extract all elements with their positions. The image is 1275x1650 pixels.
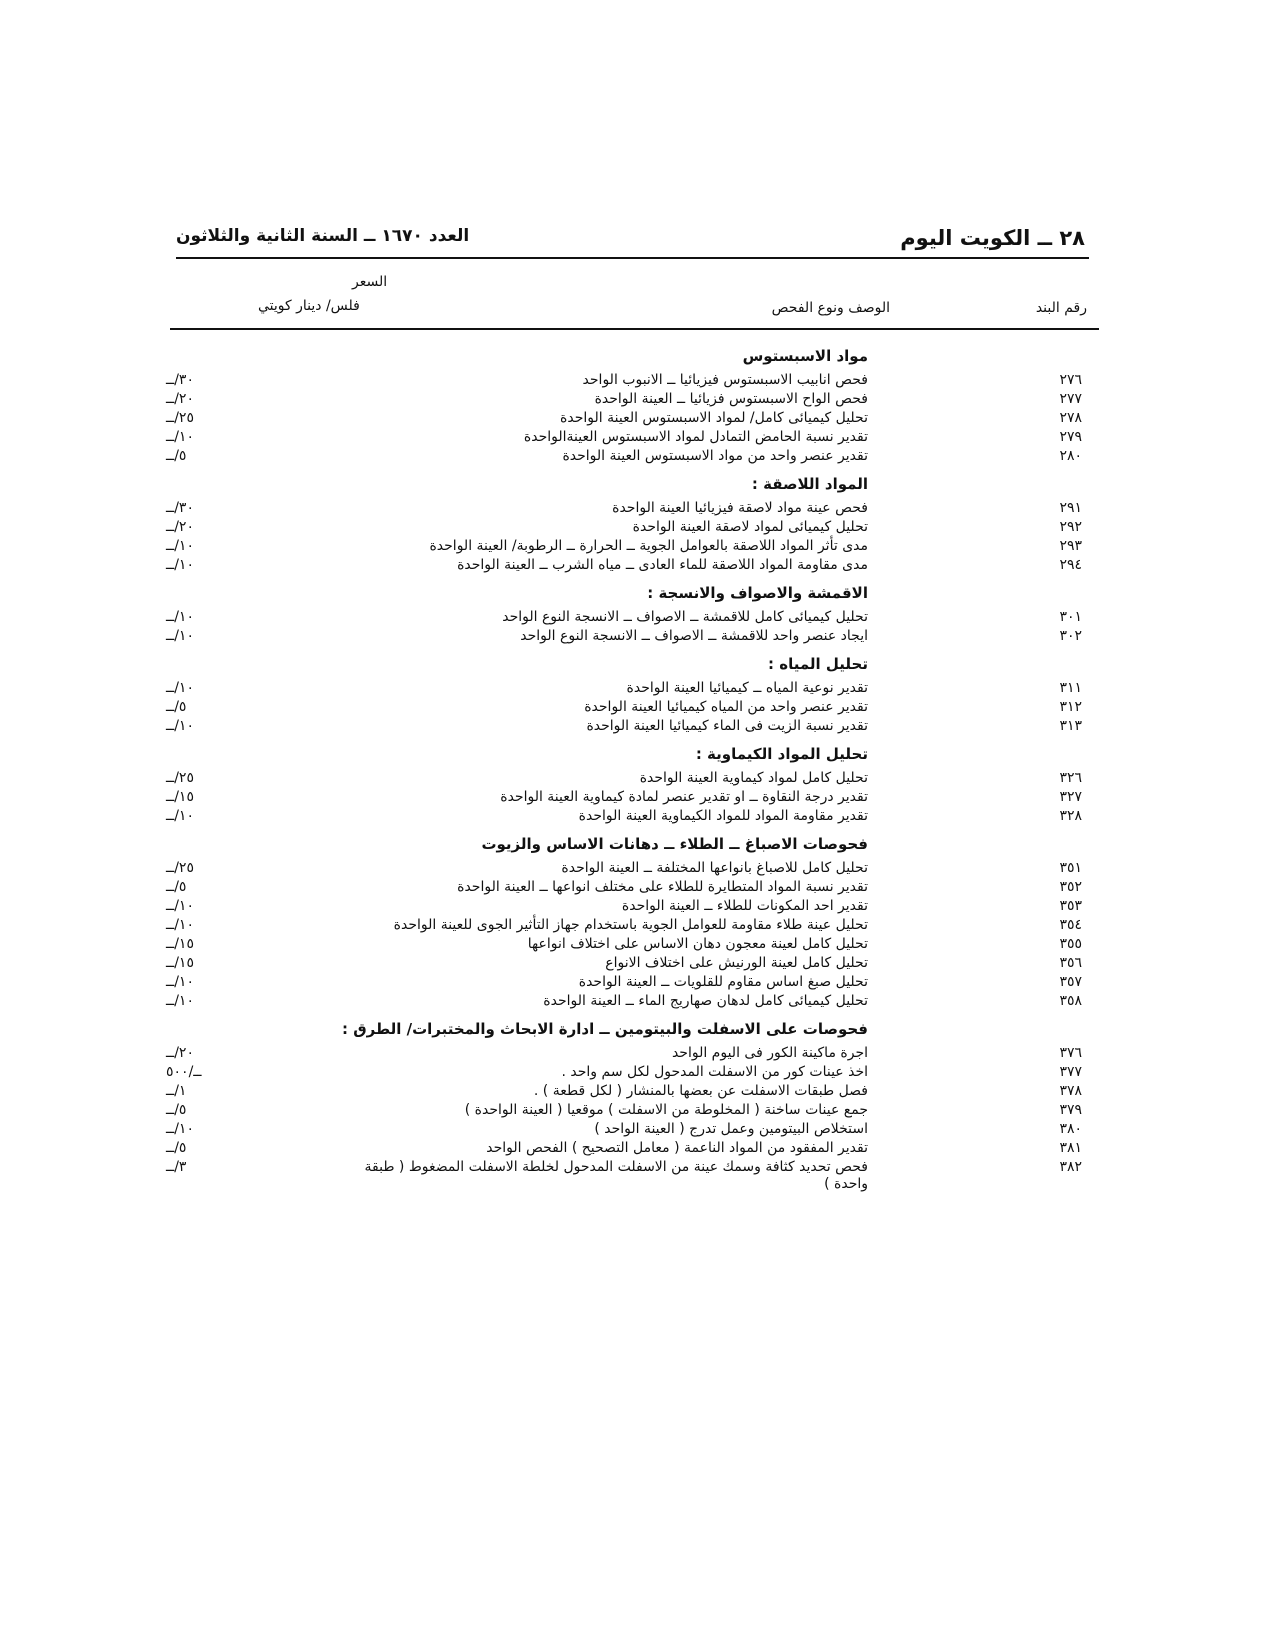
- item-price: ٥/ــ: [166, 879, 187, 895]
- list-item: [166, 898, 1082, 916]
- item-price: ١٥/ــ: [166, 955, 194, 971]
- list-item: [166, 718, 1082, 736]
- list-item: [166, 808, 1082, 826]
- item-description: تحليل كيميائى كامل/ لمواد الاسبستوس العينة الواحدة: [560, 410, 868, 426]
- item-description: اخذ عينات كور من الاسفلت المدحول لكل سم واحد .: [561, 1064, 868, 1080]
- price-list: [166, 338, 1082, 1194]
- item-description: تحليل كامل لعينة الورنيش على اختلاف الانواع: [605, 955, 868, 971]
- item-number: ٣٥٨: [1059, 993, 1082, 1009]
- list-item: [166, 770, 1082, 788]
- item-price: ١٠/ــ: [166, 718, 194, 734]
- list-item: [166, 1083, 1082, 1101]
- item-price: ٢٥/ــ: [166, 860, 194, 876]
- item-description: جمع عينات ساخنة ( المخلوطة من الاسفلت ) موقعيا ( العينة الواحدة ): [464, 1102, 868, 1118]
- item-description: تحليل كامل لعينة معجون دهان الاساس على اختلاف انواعها: [527, 936, 868, 952]
- item-number: ٣٧٦: [1059, 1045, 1082, 1061]
- list-item: [166, 410, 1082, 428]
- item-description: مدى تأثر المواد اللاصقة بالعوامل الجوية ــ الحرارة ــ الرطوبة/ العينة الواحدة: [429, 538, 868, 554]
- list-item: [166, 372, 1082, 390]
- item-description: تحليل كيميائى كامل للاقمشة ــ الاصواف ــ الانسجة النوع الواحد: [502, 609, 868, 625]
- item-description: تحليل كامل للاصباغ بانواعها المختلفة ــ العينة الواحدة: [561, 860, 868, 876]
- item-price: ١٠/ــ: [166, 680, 194, 696]
- item-number: ٣٥٧: [1059, 974, 1082, 990]
- item-price: ٣٠/ــ: [166, 500, 194, 516]
- item-price: ٣/ــ: [166, 1159, 187, 1175]
- item-number: ٢٩٣: [1059, 538, 1082, 554]
- list-item: [166, 879, 1082, 897]
- item-number: ٢٩١: [1059, 500, 1082, 516]
- list-item: [166, 391, 1082, 409]
- list-item: [166, 699, 1082, 717]
- item-number: ٣٧٩: [1059, 1102, 1082, 1118]
- item-number: ٣٥٥: [1059, 936, 1082, 952]
- list-item: [166, 1140, 1082, 1158]
- item-number: ٣٨٢: [1059, 1159, 1082, 1175]
- item-number: ٣٢٧: [1059, 789, 1082, 805]
- column-header-price: السعر: [352, 274, 388, 290]
- item-description: تقدير مقاومة المواد للمواد الكيماوية العينة الواحدة: [578, 808, 868, 824]
- item-description: تقدير نسبة الحامض التمادل لمواد الاسبستوس العينةالواحدة: [523, 429, 868, 445]
- item-price: ١٠/ــ: [166, 557, 194, 573]
- list-item: [166, 1102, 1082, 1120]
- section-title: مواد الاسبستوس: [742, 347, 868, 365]
- item-number: ٣٠١: [1059, 609, 1082, 625]
- item-price: ١٠/ــ: [166, 609, 194, 625]
- item-price: ٢٠/ــ: [166, 391, 194, 407]
- list-item: [166, 1159, 1082, 1193]
- item-number: ٣٧٧: [1059, 1064, 1082, 1080]
- item-price: ٥/ــ: [166, 448, 187, 464]
- item-price: ٥/ــ: [166, 1140, 187, 1156]
- list-item: [166, 1045, 1082, 1063]
- item-description: تقدير المفقود من المواد الناعمة ( معامل التصحيح ) الفحص الواحد: [486, 1140, 868, 1156]
- item-price: ٢٠/ــ: [166, 519, 194, 535]
- page-title: ٢٨ ــ الكويت اليوم: [900, 226, 1085, 250]
- list-item: [166, 993, 1082, 1011]
- list-item: [166, 519, 1082, 537]
- item-description: تحليل عينة طلاء مقاومة للعوامل الجوية باستخدام جهاز التأثير الجوى للعينة الواحدة: [393, 917, 868, 933]
- issue-info: العدد ١٦٧٠ ــ السنة الثانية والثلاثون: [176, 226, 470, 246]
- item-description: تحليل كيميائى كامل لدهان صهاريج الماء ــ العينة الواحدة: [543, 993, 868, 1009]
- item-description: فحص عينة مواد لاصقة فيزيائيا العينة الواحدة: [612, 500, 868, 516]
- item-number: ٣٥٦: [1059, 955, 1082, 971]
- list-item: [166, 448, 1082, 466]
- list-item: [166, 429, 1082, 447]
- list-item: [166, 974, 1082, 992]
- list-item: [166, 955, 1082, 973]
- item-number: ٢٨٠: [1059, 448, 1082, 464]
- list-item: [166, 609, 1082, 627]
- item-price: ٢٠/ــ: [166, 1045, 194, 1061]
- list-item: [166, 680, 1082, 698]
- list-item: [166, 538, 1082, 556]
- item-price: ٣٠/ــ: [166, 372, 194, 388]
- item-price: ٢٥/ــ: [166, 410, 194, 426]
- item-number: ٣١٣: [1059, 718, 1082, 734]
- section-title: الاقمشة والاصواف والانسجة :: [647, 584, 868, 602]
- item-description: تقدير نوعية المياه ــ كيميائيا العينة الواحدة: [626, 680, 868, 696]
- header-divider: [176, 257, 1089, 259]
- item-description: تقدير عنصر واحد من مواد الاسبستوس العينة الواحدة: [562, 448, 868, 464]
- item-number: ٣٥٢: [1059, 879, 1082, 895]
- item-number: ٣٨٠: [1059, 1121, 1082, 1137]
- list-item: [166, 860, 1082, 878]
- list-item: [166, 917, 1082, 935]
- item-number: ٢٧٨: [1059, 410, 1082, 426]
- item-number: ٢٧٦: [1059, 372, 1082, 388]
- item-description: فحص انابيب الاسبستوس فيزيائيا ــ الانبوب الواحد: [582, 372, 868, 388]
- item-price: ١٠/ــ: [166, 974, 194, 990]
- section-title: المواد اللاصقة :: [751, 475, 868, 493]
- item-price: ١٥/ــ: [166, 936, 194, 952]
- item-number: ٢٩٢: [1059, 519, 1082, 535]
- item-description: اجرة ماكينة الكور فى اليوم الواحد: [671, 1045, 868, 1061]
- item-description: تحليل كامل لمواد كيماوية العينة الواحدة: [639, 770, 868, 786]
- list-item: [166, 1121, 1082, 1139]
- section-title: فحوصات على الاسفلت والبيتومين ــ ادارة الابحاث والمختبرات/ الطرق :: [342, 1020, 868, 1038]
- item-number: ٣٨١: [1059, 1140, 1082, 1156]
- item-description: ايجاد عنصر واحد للاقمشة ــ الاصواف ــ الانسجة النوع الواحد: [520, 628, 868, 644]
- item-price: ١/ــ: [166, 1083, 187, 1099]
- column-header-item-no: رقم البند: [1035, 300, 1087, 316]
- list-item: [166, 789, 1082, 807]
- item-number: ٣٥٣: [1059, 898, 1082, 914]
- item-price: ٢٥/ــ: [166, 770, 194, 786]
- column-header-description: الوصف ونوع الفحص: [771, 300, 890, 316]
- item-price: ٥/ــ: [166, 1102, 187, 1118]
- item-number: ٣١٢: [1059, 699, 1082, 715]
- item-price: ٥/ــ: [166, 699, 187, 715]
- item-number: ٣٥٤: [1059, 917, 1082, 933]
- item-price: ١٠/ــ: [166, 808, 194, 824]
- section-title: فحوصات الاصباغ ــ الطلاء ــ دهانات الاساس والزيوت: [481, 835, 868, 853]
- item-price: ١٠/ــ: [166, 898, 194, 914]
- item-price: ١٠/ــ: [166, 429, 194, 445]
- item-description: مدى مقاومة المواد اللاصقة للماء العادى ــ مياه الشرب ــ العينة الواحدة: [457, 557, 868, 573]
- section-title: تحليل المواد الكيماوية :: [695, 745, 868, 763]
- item-price: ١٠/ــ: [166, 917, 194, 933]
- item-number: ٢٩٤: [1059, 557, 1082, 573]
- column-header-units: فلس/ دينار كويتي: [258, 298, 360, 314]
- item-description: تقدير درجة النقاوة ــ او تقدير عنصر لمادة كيماوية العينة الواحدة: [500, 789, 868, 805]
- item-price: ١٠/ــ: [166, 538, 194, 554]
- item-description: فصل طبقات الاسفلت عن بعضها بالمنشار ( لكل قطعة ) .: [533, 1083, 868, 1099]
- list-item: [166, 557, 1082, 575]
- item-description: تحليل كيميائى لمواد لاصقة العينة الواحدة: [632, 519, 868, 535]
- item-price: ــ/٥٠٠: [166, 1064, 202, 1080]
- item-number: ٣٥١: [1059, 860, 1082, 876]
- list-item: [166, 936, 1082, 954]
- item-description: استخلاص البيتومين وعمل تدرج ( العينة الواحد ): [594, 1121, 868, 1137]
- list-item: [166, 500, 1082, 518]
- item-number: ٣١١: [1059, 680, 1082, 696]
- item-description: تحليل صبغ اساس مقاوم للقلويات ــ العينة الواحدة: [578, 974, 868, 990]
- item-number: ٣٧٨: [1059, 1083, 1082, 1099]
- item-price: ١٠/ــ: [166, 993, 194, 1009]
- item-number: ٣٢٦: [1059, 770, 1082, 786]
- item-description: فحص الواح الاسبستوس فزيائيا ــ العينة الواحدة: [594, 391, 868, 407]
- column-header-divider: [170, 328, 1099, 330]
- item-price: ١٥/ــ: [166, 789, 194, 805]
- item-description: فحص تحديد كثافة وسمك عينة من الاسفلت المدحول لخلطة الاسفلت المضغوط ( طبقة واحدة ): [364, 1159, 868, 1192]
- item-price: ١٠/ــ: [166, 1121, 194, 1137]
- item-number: ٣٢٨: [1059, 808, 1082, 824]
- item-description: تقدير نسبة الزيت فى الماء كيميائيا العينة الواحدة: [586, 718, 868, 734]
- section-title: تحليل المياه :: [768, 655, 868, 673]
- item-description: تقدير نسبة المواد المتطايرة للطلاء على مختلف انواعها ــ العينة الواحدة: [457, 879, 868, 895]
- item-number: ٢٧٧: [1059, 391, 1082, 407]
- item-number: ٢٧٩: [1059, 429, 1082, 445]
- item-number: ٣٠٢: [1059, 628, 1082, 644]
- item-price: ١٠/ــ: [166, 628, 194, 644]
- list-item: [166, 1064, 1082, 1082]
- list-item: [166, 628, 1082, 646]
- item-description: تقدير احد المكونات للطلاء ــ العينة الواحدة: [621, 898, 868, 914]
- item-description: تقدير عنصر واحد من المياه كيميائيا العينة الواحدة: [584, 699, 868, 715]
